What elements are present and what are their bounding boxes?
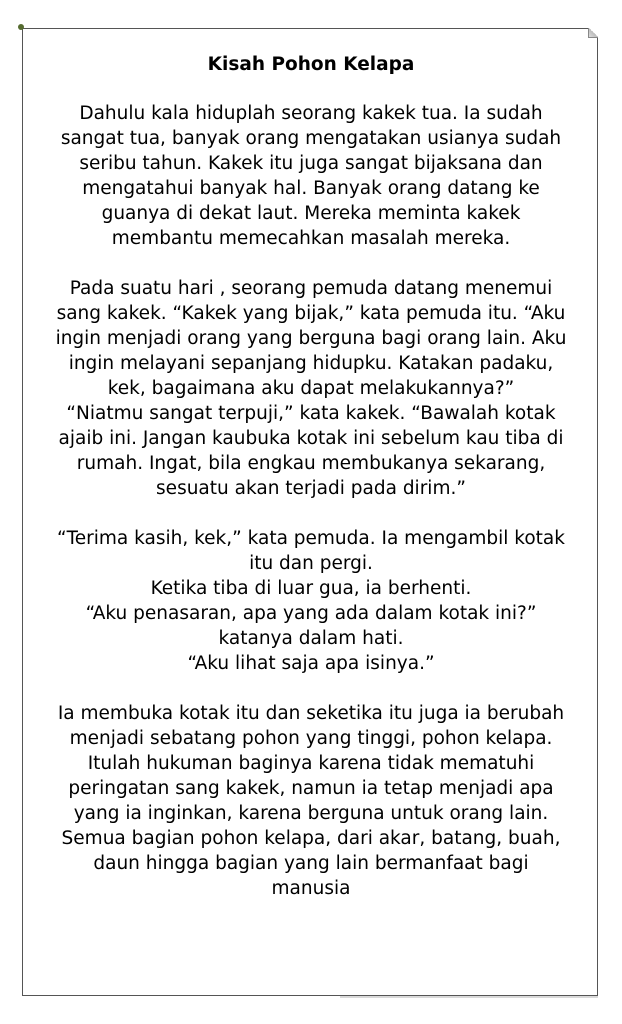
text-line: ingin melayani sepanjang hidupku. Katakan padaku,	[68, 353, 554, 374]
paragraph-4	[30, 701, 592, 901]
text-line: “Aku penasaran, apa yang ada dalam kotak ini?”	[85, 603, 537, 624]
text-line: “Niatmu sangat terpuji,” kata kakek. “Bawalah kotak	[66, 403, 556, 424]
text-line: yang ia inginkan, karena berguna untuk orang lain.	[73, 803, 549, 824]
document-content	[30, 52, 592, 926]
paragraph-2	[30, 276, 592, 501]
text-line: ajaib ini. Jangan kaubuka kotak ini sebelum kau tiba di	[58, 428, 564, 449]
text-line: Pada suatu hari , seorang pemuda datang menemui	[69, 278, 553, 299]
page-fold-corner	[588, 28, 598, 38]
paragraph-1	[30, 101, 592, 251]
text-line: menjadi sebatang pohon yang tinggi, pohon kelapa.	[69, 728, 553, 749]
text-line: seribu tahun. Kakek itu juga sangat bijaksana dan	[79, 153, 543, 174]
text-line: guanya di dekat laut. Mereka meminta kakek	[101, 203, 521, 224]
text-line: rumah. Ingat, bila engkau membukanya sekarang,	[76, 453, 546, 474]
text-line: sangat tua, banyak orang mengatakan usianya sudah	[60, 128, 562, 149]
text-line: Semua bagian pohon kelapa, dari akar, batang, buah,	[61, 828, 561, 849]
text-line: ingin menjadi orang yang berguna bagi orang lain. Aku	[55, 328, 567, 349]
text-line: Itulah hukuman baginya karena tidak mematuhi	[87, 753, 535, 774]
text-line: sang kakek. “Kakek yang bijak,” kata pemuda itu. “Aku	[56, 303, 566, 324]
text-line: mengatahui banyak hal. Banyak orang datang ke	[82, 178, 540, 199]
document-title: Kisah Pohon Kelapa	[207, 54, 415, 75]
page-bottom-shadow	[340, 996, 598, 998]
text-line: sesuatu akan terjadi pada dirim.”	[156, 478, 466, 499]
text-line: “Terima kasih, kek,” kata pemuda. Ia mengambil kotak	[57, 528, 565, 549]
text-line: Ia membuka kotak itu dan seketika itu juga ia berubah	[57, 703, 565, 724]
text-line: daun hingga bagian yang lain bermanfaat bagi	[93, 853, 529, 874]
text-line: Dahulu kala hiduplah seorang kakek tua. Ia sudah	[79, 103, 543, 124]
text-line: “Aku lihat saja apa isinya.”	[187, 653, 435, 674]
text-line: peringatan sang kakek, namun ia tetap menjadi apa	[68, 778, 554, 799]
text-line: Ketika tiba di luar gua, ia berhenti.	[150, 578, 472, 599]
text-line: membantu memecahkan masalah mereka.	[111, 228, 511, 249]
paragraph-3	[30, 526, 592, 676]
text-line: katanya dalam hati.	[218, 628, 404, 649]
text-line: manusia	[271, 878, 351, 899]
text-line: itu dan pergi.	[249, 553, 373, 574]
pin-icon	[18, 24, 24, 30]
text-line: kek, bagaimana aku dapat melakukannya?”	[107, 378, 515, 399]
